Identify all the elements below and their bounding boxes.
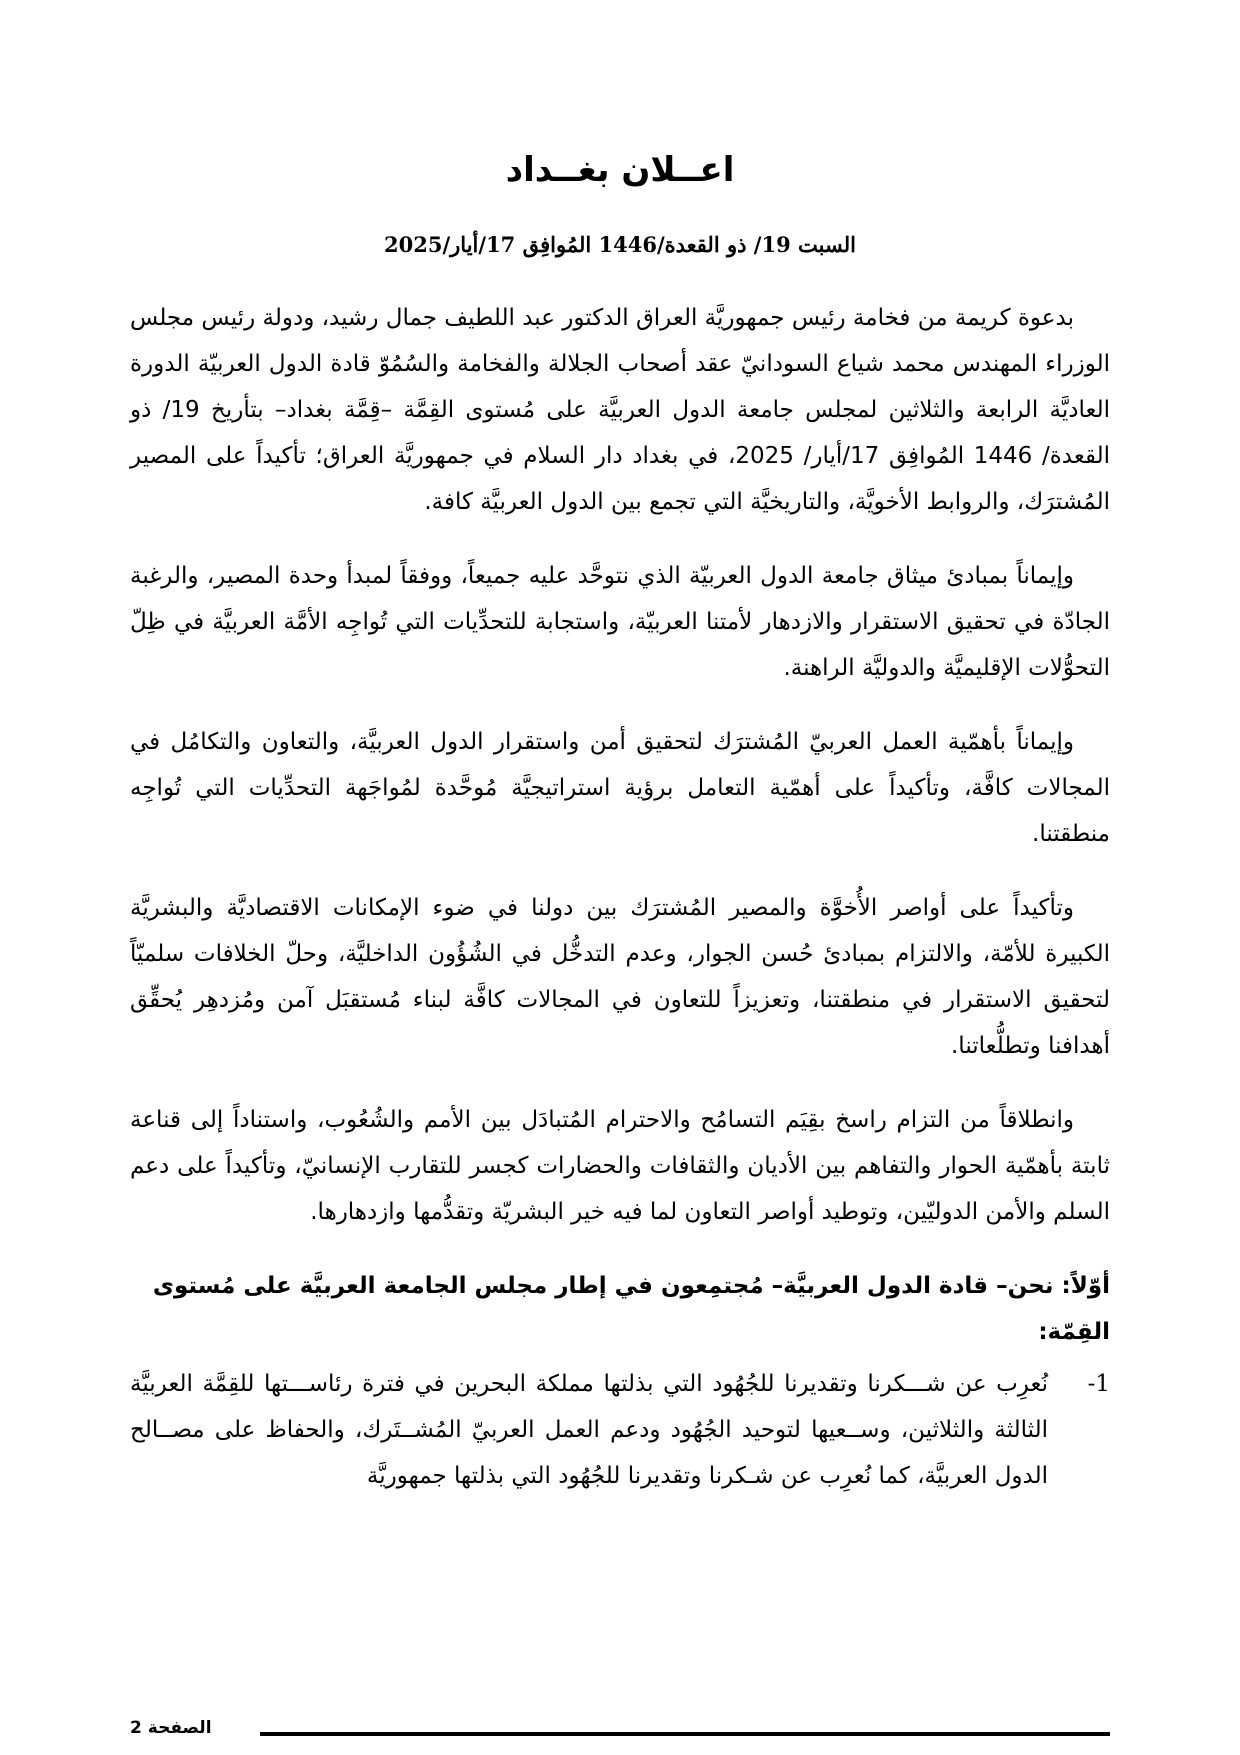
paragraph-1: بدعوة كريمة من فخامة رئيس جمهوريَّة العراق الدكتور عبد اللطيف جمال رشيد، ودولة رئيس مجلس الوزراء المهندس محمد شياع السودانيّ عقد أصحاب الجلالة والفخامة والسُمُوّ قادة الدول العربيّة الدورة العاديَّة الرابعة والثلاثين لمجلس جامعة الدول العربيَّة على مُستوى القِمَّة –قِمَّة بغداد– بتأريخ 19/ ذو القعدة/ 1446 المُوافِق 17/أيار/ 2025، في بغداد دار السلام في جمهوريَّة العراق؛ تأكيداً على المصير المُشترَك، والروابط الأخويَّة، والتاريخيَّة التي تجمع بين الدول العربيَّة كافة.	[130, 305, 1110, 515]
document-title: اعــلان بغــداد	[505, 150, 735, 190]
paragraph-5: وانطلاقاً من التزام راسخ بقِيَم التسامُح والاحترام المُتبادَل بين الأمم والشُعُوب، واستناداً إلى قناعة ثابتة بأهمّية الحوار والتفاهم بين الأديان والثقافات والحضارات كجسر للتقارب الإنسانيّ، وتأكيداً على دعم السلم والأمن الدوليّين، وتوطيد أواصر التعاون لما فيه خير البشريّة وتقدُّمها وازدهارها.	[130, 1107, 1110, 1225]
document-body	[130, 295, 1110, 1499]
footer-divider	[260, 1732, 1110, 1736]
list-item	[130, 1361, 1110, 1499]
paragraph-4: وتأكيداً على أواصر الأُخوَّة والمصير المُشترَك بين دولنا في ضوء الإمكانات الاقتصاديَّة والبشريَّة الكبيرة للأمّة، والالتزام بمبادئ حُسن الجوار، وعدم التدخُّل في الشُؤُون الداخليَّة، وحلّ الخلافات سلميّاً لتحقيق الاستقرار في منطقتنا، وتعزيزاً للتعاون في المجالات كافَّة لبناء مُستقبَل آمن ومُزدهِر يُحقِّق أهدافنا وتطلُّعاتنا.	[130, 895, 1110, 1059]
page-footer	[130, 1718, 1110, 1748]
paragraph-3: وإيماناً بأهمّية العمل العربيّ المُشترَك لتحقيق أمن واستقرار الدول العربيَّة، والتعاون والتكامُل في المجالات كافَّة، وتأكيداً على أهمّية التعامل برؤية استراتيجيَّة مُوحَّدة لمُواجَهة التحدِّيات التي تُواجِه منطقتنا.	[130, 729, 1110, 847]
section-heading: أوّلاً: نحن– قادة الدول العربيَّة– مُجتمِعون في إطار مجلس الجامعة العربيَّة على مُستوى القِمّة:	[152, 1273, 1110, 1345]
page-number-label: الصفحة 2	[130, 1718, 212, 1738]
list-item-number: -1	[1087, 1371, 1110, 1397]
paragraph-2: وإيماناً بمبادئ ميثاق جامعة الدول العربيّة الذي نتوحَّد عليه جميعاً، ووفقاً لمبدأ وحدة المصير، والرغبة الجادّة في تحقيق الاستقرار والازدهار لأمتنا العربيّة، واستجابة للتحدِّيات التي تُواجِه الأمَّة العربيَّة في ظِلّ التحوُّلات الإقليميَّة والدوليَّة الراهنة.	[130, 563, 1110, 681]
document-dateline: السبت 19/ ذو القعدة/1446 المُوافِق 17/أيار/2025	[384, 232, 856, 257]
list-item-text: نُعرِب عن شـــكرنا وتقديرنا للجُهُود التي بذلتها مملكة البحرين في فترة رئاســـتها للقِمَّة العربيَّة الثالثة والثلاثين، وســعيها لتوحيد الجُهُود ودعم العمل العربيّ المُشــتَرك، والحفاظ على مصــالح الدول العربيَّة، كما نُعرِب عن شـكرنا وتقديرنا للجُهُود التي بذلتها جمهوريَّة	[130, 1371, 1048, 1489]
